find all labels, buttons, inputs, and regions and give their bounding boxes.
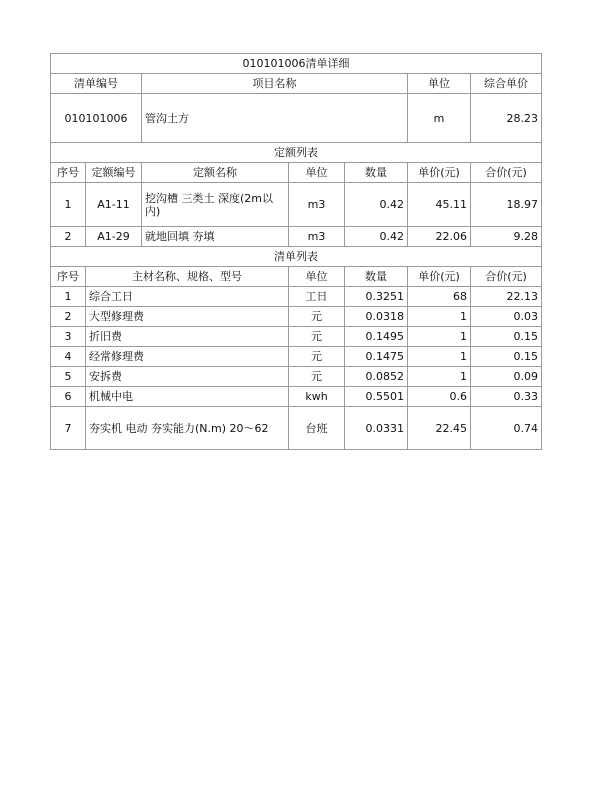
bill-item-row [51,94,542,143]
material-total: 0.03 [471,307,542,327]
title-row [51,54,542,74]
material-seq: 7 [51,407,86,450]
quota-name: 挖沟槽 三类土 深度(2m以内) [142,183,289,227]
material-qty-header: 数量 [345,267,408,287]
quota-unit: m3 [289,183,345,227]
quota-unit-price-header: 单价(元) [408,163,471,183]
quota-total: 9.28 [471,227,542,247]
quota-code: A1-11 [86,183,142,227]
table-row [51,307,542,327]
bill-header-row [51,74,542,94]
bill-unit: m [408,94,471,143]
material-seq: 6 [51,387,86,407]
material-unit-price: 22.45 [408,407,471,450]
quota-name: 就地回填 夯填 [142,227,289,247]
table-row [51,367,542,387]
table-row [51,347,542,367]
material-header-row [51,267,542,287]
quota-code-header: 定额编号 [86,163,142,183]
quota-unit: m3 [289,227,345,247]
material-seq: 2 [51,307,86,327]
quota-section-title: 定额列表 [51,143,542,163]
material-unit-price-header: 单价(元) [408,267,471,287]
material-name: 夯实机 电动 夯实能力(N.m) 20～62 [86,407,289,450]
material-qty: 0.0318 [345,307,408,327]
material-qty: 0.1495 [345,327,408,347]
quota-name-header: 定额名称 [142,163,289,183]
sheet-title: 010101006清单详细 [51,54,542,74]
material-total: 0.15 [471,327,542,347]
material-total-header: 合价(元) [471,267,542,287]
material-name: 机械中电 [86,387,289,407]
material-qty: 0.1475 [345,347,408,367]
material-qty: 0.3251 [345,287,408,307]
table-row [51,183,542,227]
quota-seq: 2 [51,227,86,247]
material-qty: 0.0331 [345,407,408,450]
table-row [51,287,542,307]
material-unit: kwh [289,387,345,407]
material-unit: 元 [289,367,345,387]
quota-total-header: 合价(元) [471,163,542,183]
material-name-header: 主材名称、规格、型号 [86,267,289,287]
material-total: 0.09 [471,367,542,387]
material-unit: 元 [289,347,345,367]
material-seq: 1 [51,287,86,307]
material-name: 折旧费 [86,327,289,347]
material-unit: 元 [289,327,345,347]
quota-seq: 1 [51,183,86,227]
table-row [51,407,542,450]
material-qty: 0.0852 [345,367,408,387]
material-unit-price: 1 [408,347,471,367]
material-total: 0.74 [471,407,542,450]
quota-code: A1-29 [86,227,142,247]
bill-price: 28.23 [471,94,542,143]
material-name: 安拆费 [86,367,289,387]
bill-name-header: 项目名称 [142,74,408,94]
bill-unit-header: 单位 [408,74,471,94]
material-unit: 元 [289,307,345,327]
bill-code-header: 清单编号 [51,74,142,94]
material-total: 0.15 [471,347,542,367]
bill-code: 010101006 [51,94,142,143]
quota-unit-price: 45.11 [408,183,471,227]
table-row [51,227,542,247]
bill-price-header: 综合单价 [471,74,542,94]
quota-seq-header: 序号 [51,163,86,183]
material-qty: 0.5501 [345,387,408,407]
quota-section-row [51,143,542,163]
quota-qty: 0.42 [345,183,408,227]
material-section-title: 清单列表 [51,247,542,267]
quota-qty-header: 数量 [345,163,408,183]
material-seq: 3 [51,327,86,347]
material-unit-price: 1 [408,367,471,387]
quota-unit-price: 22.06 [408,227,471,247]
material-name: 经常修理费 [86,347,289,367]
material-unit-price: 1 [408,307,471,327]
material-total: 0.33 [471,387,542,407]
material-total: 22.13 [471,287,542,307]
material-unit-price: 68 [408,287,471,307]
material-unit-price: 1 [408,327,471,347]
material-unit-header: 单位 [289,267,345,287]
quota-header-row [51,163,542,183]
material-seq: 4 [51,347,86,367]
bill-name: 管沟土方 [142,94,408,143]
material-unit: 台班 [289,407,345,450]
quota-qty: 0.42 [345,227,408,247]
material-seq: 5 [51,367,86,387]
table-row [51,387,542,407]
quota-total: 18.97 [471,183,542,227]
material-seq-header: 序号 [51,267,86,287]
material-unit-price: 0.6 [408,387,471,407]
material-unit: 工日 [289,287,345,307]
material-name: 大型修理费 [86,307,289,327]
bill-detail-table [50,53,542,450]
material-section-row [51,247,542,267]
material-name: 综合工日 [86,287,289,307]
quota-unit-header: 单位 [289,163,345,183]
table-row [51,327,542,347]
